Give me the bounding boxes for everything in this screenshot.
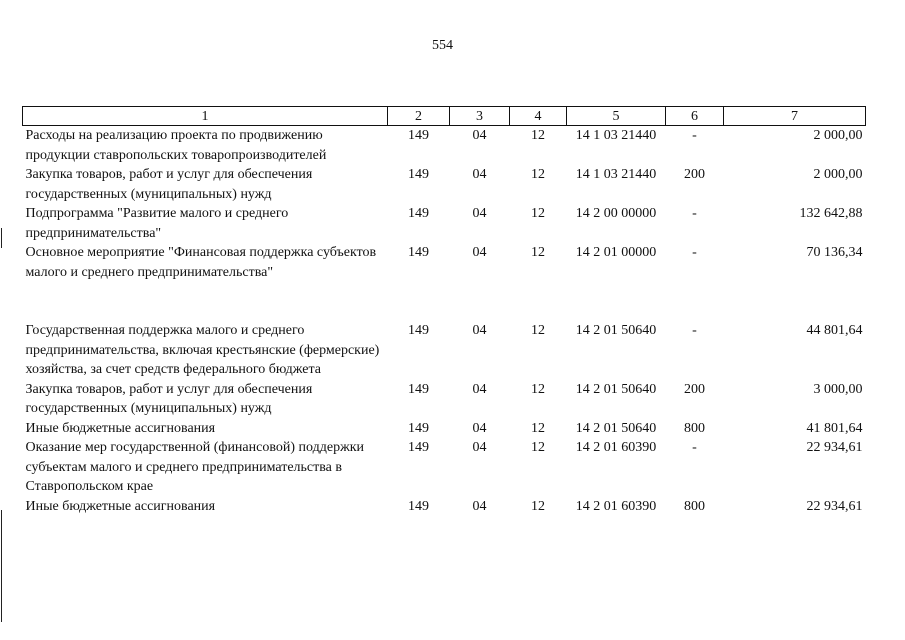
cell-target-article: 14 2 01 50640 xyxy=(575,323,657,338)
cell-name: Основное мероприятие "Финансовая поддержка субъектов малого и среднего предпринимательства" xyxy=(25,245,377,280)
table-row xyxy=(23,438,866,497)
cell-section: 04 xyxy=(472,381,487,397)
column-header: 3 xyxy=(450,107,510,126)
cell-section: 04 xyxy=(472,420,487,436)
cell-grbs: 149 xyxy=(408,498,429,514)
cell-target-article: 14 2 01 50640 xyxy=(575,381,657,397)
column-header: 4 xyxy=(510,107,567,126)
cell-amount: 22 934,61 xyxy=(806,498,863,514)
table-row xyxy=(23,380,866,419)
cell-expense-type: - xyxy=(692,206,697,221)
cell-amount: 3 000,00 xyxy=(813,381,863,397)
page-number: 554 xyxy=(432,38,453,53)
cell-target-article: 14 1 03 21440 xyxy=(575,167,657,182)
cell-grbs: 149 xyxy=(408,323,429,338)
cell-section: 04 xyxy=(472,167,487,182)
cell-amount: 70 136,34 xyxy=(806,245,863,260)
table-row xyxy=(23,321,866,380)
cell-amount: 132 642,88 xyxy=(799,206,863,221)
column-header: 6 xyxy=(666,107,724,126)
scan-edge-line xyxy=(1,228,2,248)
table-header-row xyxy=(23,107,866,126)
cell-grbs: 149 xyxy=(408,381,429,397)
cell-expense-type: 800 xyxy=(684,420,705,436)
cell-amount: 2 000,00 xyxy=(813,128,863,143)
column-header: 2 xyxy=(388,107,450,126)
table-row xyxy=(23,419,866,439)
cell-section: 04 xyxy=(472,498,487,514)
table-row xyxy=(23,126,866,166)
cell-amount: 44 801,64 xyxy=(806,323,863,338)
table-row xyxy=(23,243,866,282)
cell-amount: 22 934,61 xyxy=(806,440,863,455)
column-header: 1 xyxy=(23,107,388,126)
cell-section: 04 xyxy=(472,440,487,455)
cell-expense-type: - xyxy=(692,245,697,260)
cell-target-article: 14 2 01 60390 xyxy=(575,440,657,455)
cell-target-article: 14 2 00 00000 xyxy=(575,206,657,221)
cell-target-article: 14 2 01 60390 xyxy=(575,498,657,514)
cell-subsection: 12 xyxy=(531,420,545,436)
cell-expense-type: 800 xyxy=(684,498,705,514)
column-header: 7 xyxy=(724,107,866,126)
cell-subsection: 12 xyxy=(531,128,545,143)
cell-section: 04 xyxy=(472,128,487,143)
cell-subsection: 12 xyxy=(531,381,545,397)
cell-subsection: 12 xyxy=(531,167,545,182)
table-spacer-row xyxy=(23,282,866,321)
cell-name: Закупка товаров, работ и услуг для обеспечения государственных (муниципальных) нужд xyxy=(25,167,313,202)
cell-amount: 2 000,00 xyxy=(813,167,863,182)
budget-table xyxy=(22,106,866,516)
cell-grbs: 149 xyxy=(408,420,429,436)
cell-section: 04 xyxy=(472,323,487,338)
cell-target-article: 14 2 01 00000 xyxy=(575,245,657,260)
cell-name: Иные бюджетные ассигнования xyxy=(25,498,216,514)
cell-name: Закупка товаров, работ и услуг для обеспечения государственных (муниципальных) нужд xyxy=(25,381,313,416)
cell-grbs: 149 xyxy=(408,245,429,260)
cell-name: Расходы на реализацию проекта по продвижению продукции ставропольских товаропроизводителей xyxy=(25,128,327,163)
cell-expense-type: 200 xyxy=(684,167,705,182)
cell-name: Государственная поддержка малого и среднего предпринимательства, включая крестьянские (фермерские) хозяйства, за счет средств федерального бюджета xyxy=(25,323,380,377)
cell-subsection: 12 xyxy=(531,323,545,338)
table-row xyxy=(23,497,866,517)
cell-expense-type: - xyxy=(692,323,697,338)
cell-name: Иные бюджетные ассигнования xyxy=(25,420,216,436)
cell-subsection: 12 xyxy=(531,245,545,260)
cell-grbs: 149 xyxy=(408,167,429,182)
cell-expense-type: - xyxy=(692,440,697,455)
column-header: 5 xyxy=(567,107,666,126)
cell-subsection: 12 xyxy=(531,498,545,514)
table-row xyxy=(23,165,866,204)
cell-name: Подпрограмма "Развитие малого и среднего предпринимательства" xyxy=(25,206,289,241)
cell-name: Оказание мер государственной (финансовой) поддержки субъектам малого и среднего предпринимательства в Ставропольском крае xyxy=(25,440,365,494)
cell-grbs: 149 xyxy=(408,440,429,455)
scan-edge-line xyxy=(1,510,2,622)
cell-subsection: 12 xyxy=(531,206,545,221)
cell-grbs: 149 xyxy=(408,206,429,221)
cell-amount: 41 801,64 xyxy=(806,420,863,436)
cell-section: 04 xyxy=(472,245,487,260)
cell-expense-type: 200 xyxy=(684,381,705,397)
cell-target-article: 14 1 03 21440 xyxy=(575,128,657,143)
cell-expense-type: - xyxy=(692,128,697,143)
cell-subsection: 12 xyxy=(531,440,545,455)
table-row xyxy=(23,204,866,243)
cell-grbs: 149 xyxy=(408,128,429,143)
cell-target-article: 14 2 01 50640 xyxy=(575,420,657,436)
cell-section: 04 xyxy=(472,206,487,221)
